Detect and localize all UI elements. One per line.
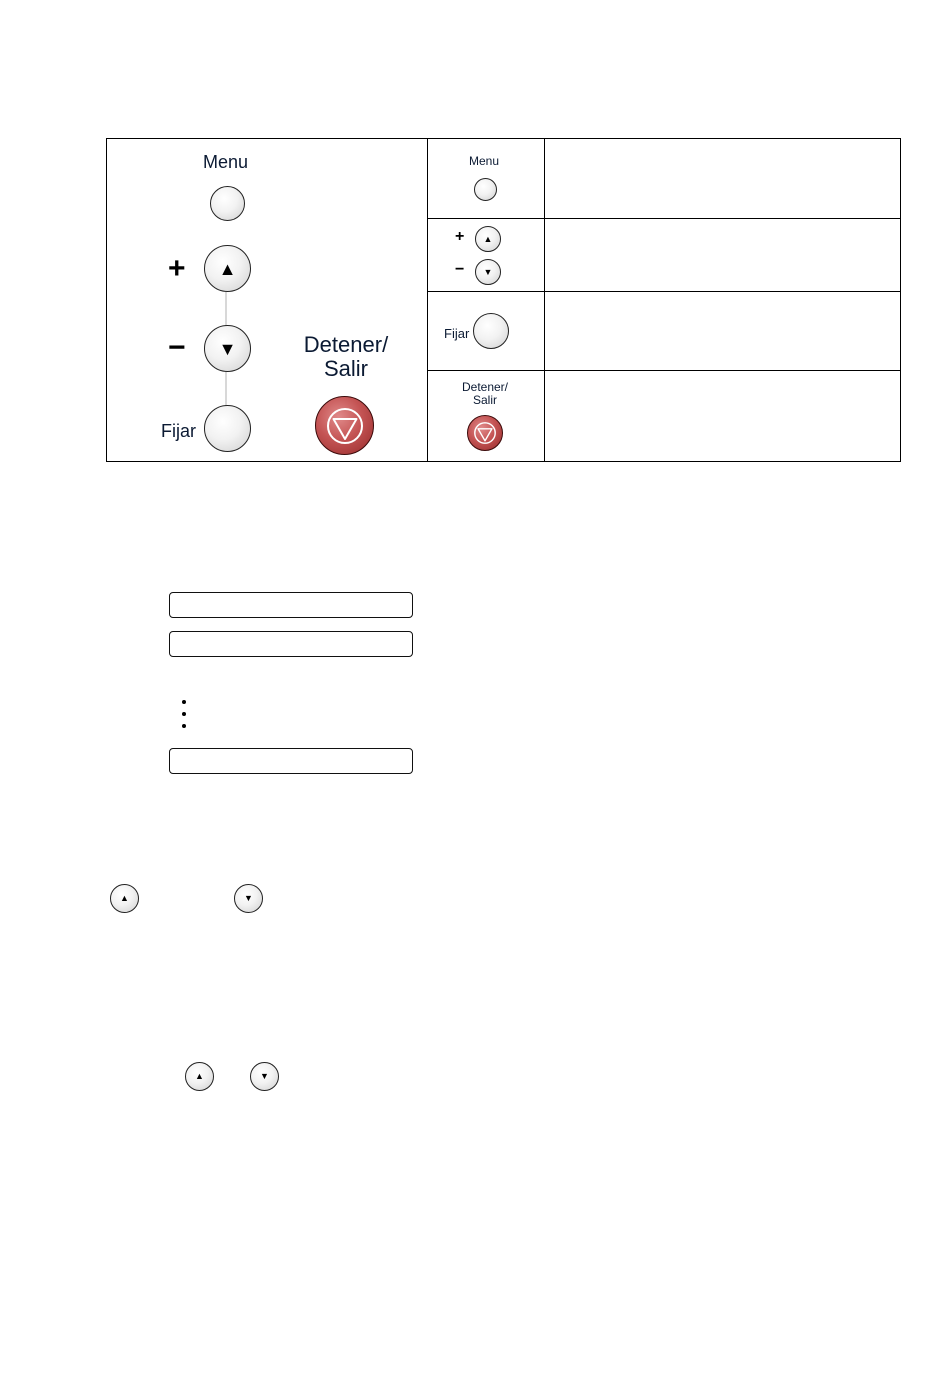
row-divider <box>427 370 900 371</box>
column-divider <box>544 139 545 461</box>
up-arrow-button[interactable] <box>204 245 251 292</box>
minus-sign: − <box>168 331 186 364</box>
menu-button[interactable] <box>210 186 245 221</box>
stop-label <box>302 333 390 381</box>
down-arrow-icon: ▼ <box>218 338 237 359</box>
minus-small-sign: − <box>455 261 465 278</box>
down-arrow-icon: ▼ <box>483 266 493 277</box>
down-arrow-inline-button[interactable] <box>250 1062 279 1091</box>
up-arrow-inline-button[interactable] <box>110 884 139 913</box>
lcd-line <box>169 748 413 774</box>
button-connector <box>225 292 227 328</box>
up-arrow-icon: ▲ <box>195 1071 204 1081</box>
up-arrow-icon: ▲ <box>218 258 237 279</box>
row-divider <box>427 291 900 292</box>
fijar-description <box>552 299 892 363</box>
ellipsis-dot <box>182 724 186 728</box>
fijar-small-label: Fijar <box>444 326 470 341</box>
stop-small-label-line2: Salir <box>472 393 497 407</box>
stop-exit-button[interactable] <box>315 396 374 455</box>
fijar-button[interactable] <box>204 405 251 452</box>
stop-small-label-line1: Detener/ <box>461 380 509 394</box>
menu-label: Menu <box>203 152 249 172</box>
stop-small-label <box>455 381 515 407</box>
menu-description <box>552 147 892 211</box>
fijar-small-button[interactable] <box>473 313 509 349</box>
up-arrow-icon: ▲ <box>120 893 129 903</box>
stop-label-line2: Salir <box>323 356 368 381</box>
button-connector <box>225 370 227 406</box>
fijar-label: Fijar <box>161 421 196 441</box>
down-arrow-small-button[interactable] <box>475 259 501 285</box>
column-divider <box>427 139 428 461</box>
plus-small-sign: + <box>455 228 465 245</box>
stop-label-line1: Detener/ <box>303 332 389 357</box>
plus-sign: + <box>168 252 186 285</box>
up-arrow-small-button[interactable] <box>475 226 501 252</box>
plus-minus-description <box>552 225 892 285</box>
up-arrow-icon: ▲ <box>483 233 493 244</box>
ellipsis-dot <box>182 712 186 716</box>
down-arrow-icon: ▼ <box>260 1071 269 1081</box>
stop-icon <box>325 406 365 446</box>
ellipsis-dot <box>182 700 186 704</box>
up-arrow-inline-button[interactable] <box>185 1062 214 1091</box>
down-arrow-inline-button[interactable] <box>234 884 263 913</box>
down-arrow-icon: ▼ <box>244 893 253 903</box>
menu-small-button[interactable] <box>474 178 497 201</box>
row-divider <box>427 218 900 219</box>
stop-icon <box>473 421 497 445</box>
stop-description <box>552 377 892 455</box>
stop-exit-small-button[interactable] <box>467 415 503 451</box>
lcd-line <box>169 592 413 618</box>
down-arrow-button[interactable] <box>204 325 251 372</box>
menu-small-label: Menu <box>469 154 500 168</box>
lcd-line <box>169 631 413 657</box>
